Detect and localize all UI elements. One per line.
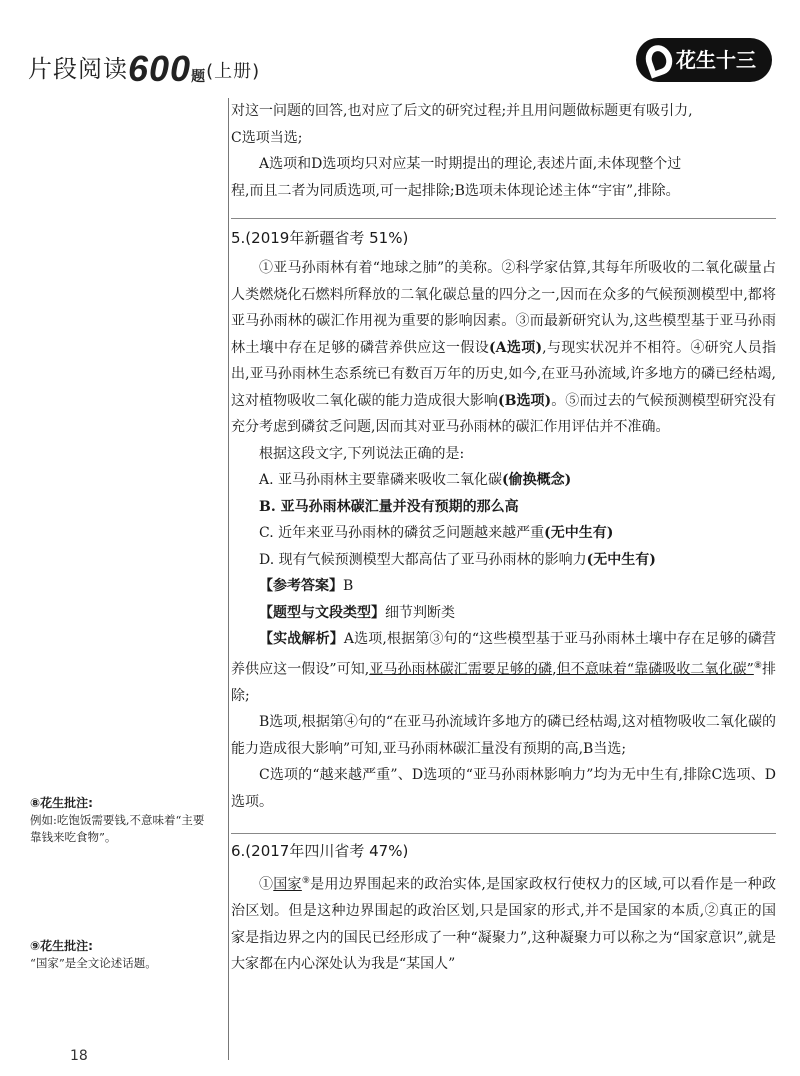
- passage-part-c: 。⑤而过去的气候预测模型研究没有充分考虑到磷贫乏问题,因而其对亚马孙雨林的碳汇作用评估并不准确。: [231, 392, 776, 435]
- section-divider: [231, 218, 776, 219]
- book-volume: (上册): [206, 61, 261, 82]
- passage-part-a: ①亚马孙雨林有着“地球之肺”的美称。②科学家估算,其每年所吸收的二氧化碳量占人类燃烧化石燃料所释放的二氧化碳总量的四分之一,因而在众多的气候预测模型中,都将亚马孙雨林的碳汇作用视为重要的影响因素。③而最新研究认为,这些模型基于亚马孙雨林土壤中存在足够的磷营养供应这一假设: [231, 260, 776, 356]
- note-9: [30, 938, 210, 972]
- analysis-a-underline-1: 亚马孙雨林碳汇需要足够的磷: [369, 661, 553, 678]
- option-b: B. 亚马孙雨林碳汇量并没有预期的那么高: [259, 498, 519, 515]
- analysis-b: B选项,根据第④句的“在亚马孙流域许多地方的磷已经枯竭,这对植物吸收二氧化碳的能力造成很大影响”可知,亚马孙雨林碳汇量没有预期的高,B当选;: [231, 714, 776, 757]
- question-6-title: 6.(2017年四川省考 47%): [231, 842, 409, 861]
- analysis-a-end: 排除;: [231, 661, 777, 704]
- question-5-title: 5.(2019年新疆省考 51%): [231, 229, 409, 247]
- option-d-text: D. 现有气候预测模型大都高估了亚马孙雨林的影响力: [259, 551, 587, 568]
- note-8-text: 例如:吃饱饭需要钱,不意味着“主要靠钱来吃食物”。: [30, 813, 205, 844]
- answer-label: 【参考答案】: [259, 578, 343, 594]
- note-9-text: “国家”是全文论述话题。: [30, 956, 157, 970]
- passage-tag-b: (B选项): [497, 392, 552, 409]
- peanut-leaf-icon: [642, 41, 677, 78]
- continued-line-4: 程,而且二者为同质选项,可一起排除;B选项未体现论述主体“宇宙”,排除。: [231, 182, 680, 199]
- q6-circled-1: ①: [259, 876, 274, 893]
- book-title: [28, 48, 260, 90]
- option-d: [231, 547, 776, 574]
- page-header: [28, 38, 772, 88]
- option-a-tag: (偷换概念): [502, 472, 572, 488]
- note-ref-9: ⑨: [301, 876, 311, 887]
- question-5-passage: [231, 255, 776, 441]
- analysis-a: [231, 626, 776, 709]
- analysis-a-text: A选项,根据第③句的“这些模型基于亚马孙雨林土壤中存在足够的磷营养供应这一假设”可知,: [231, 631, 777, 678]
- q6-passage-rest: 是用边界围起来的政治实体,是国家政权行使权力的区域,可以看作是一种政治区划。但是这种边界围起的政治区划,只是国家的形式,并不是国家的本质,②真正的国家是指边界之内的国民已经形成了一种“凝聚力”,这种凝聚力可以称之为“国家意识”,就是大家都在内心深处认为我是“某国人”: [231, 876, 777, 973]
- margin-divider: [228, 98, 229, 1060]
- option-a-text: A. 亚马孙雨林主要靠磷来吸收二氧化碳: [259, 472, 503, 488]
- answer-line: [231, 573, 776, 600]
- q6-keyword: 国家: [273, 876, 302, 893]
- analysis-label: 【实战解析】: [259, 631, 344, 647]
- type-line: [231, 600, 776, 627]
- continued-line-1: 对这一问题的回答,也对应了后文的研究过程;并且用问题做标题更有吸引力,: [231, 103, 693, 119]
- note-8: [30, 795, 210, 846]
- brand-badge: [636, 38, 772, 82]
- continued-line-2: C选项当选;: [231, 129, 303, 146]
- option-d-tag: (无中生有): [586, 551, 656, 568]
- passage-part-b: ,与现实状况并不相符。④研究人员指出,亚马孙雨林生态系统已有数百万年的历史,如今,在亚马孙流域,许多地方的磷已经枯竭,这对植物吸收二氧化碳的能力造成很大影响: [231, 339, 776, 409]
- answer-value: B: [343, 578, 354, 594]
- book-title-text: 片段阅读: [28, 55, 128, 83]
- option-c-text: C. 近年来亚马孙雨林的磷贫乏问题越来越严重: [259, 525, 545, 541]
- section-divider-2: [231, 833, 776, 834]
- option-a: [231, 467, 776, 494]
- book-unit: 题: [191, 69, 207, 85]
- note-8-title: ⑧花生批注:: [30, 796, 93, 810]
- analysis-a-comma: ,: [552, 661, 557, 678]
- main-content: [231, 98, 776, 978]
- passage-tag-a: (A选项): [489, 339, 543, 356]
- continued-line-3: A选项和D选项均只对应某一时期提出的理论,表述片面,未体现整个过: [259, 156, 682, 172]
- type-value: 细节判断类: [385, 604, 455, 621]
- question-5-stem: 根据这段文字,下列说法正确的是:: [259, 445, 465, 462]
- note-ref-8: ⑧: [753, 660, 763, 671]
- type-label: 【题型与文段类型】: [259, 604, 385, 621]
- analysis-a-underline-2: 但不意味着“靠磷吸收二氧化碳”: [556, 661, 754, 678]
- book-number: 600: [128, 48, 192, 89]
- page-number: 18: [70, 1048, 88, 1064]
- option-c: [231, 520, 776, 547]
- question-6-passage: [231, 868, 776, 978]
- option-c-tag: (无中生有): [544, 525, 614, 541]
- analysis-cd: C选项的“越来越严重”、D选项的“亚马孙雨林影响力”均为无中生有,排除C选项、D选项。: [231, 767, 776, 810]
- note-9-title: ⑨花生批注:: [30, 939, 93, 953]
- badge-text: 花生十三: [676, 48, 756, 72]
